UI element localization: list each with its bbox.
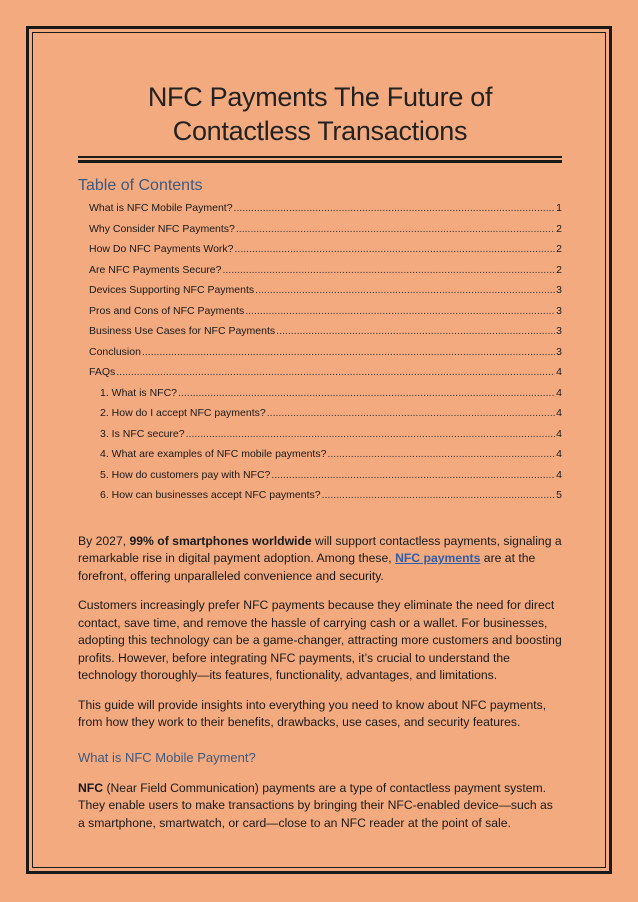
toc-entry-label: Devices Supporting NFC Payments [89,284,255,296]
toc-dot-leader [322,485,556,506]
nfc-term-bold: NFC [78,780,104,795]
toc-entry[interactable] [78,260,562,281]
toc-entry-label: Why Consider NFC Payments? [89,222,235,235]
toc-entry-label: FAQs [89,366,116,378]
toc-entry-page-number: 3 [556,325,562,337]
toc-dot-leader [255,280,555,301]
toc-dot-leader [235,239,556,260]
toc-entry-label: Are NFC Payments Secure? [89,263,222,276]
toc-entry-label: 1. What is NFC? [100,386,178,399]
intro-text-middle: will support contactless payments, signaling a remarkable rise in digital payment adoption. Among these, [78,533,562,565]
intro-paragraph-3: This guide will provide insights into everything you need to know about NFC payments, from how they work to their benefits, drawbacks, use cases, and security features. [78,697,547,729]
toc-dot-leader [234,198,556,219]
toc-entry[interactable] [78,424,562,445]
intro-text-start: By 2027, [78,533,130,548]
toc-entry-label: Pros and Cons of NFC Payments [89,304,245,317]
section-heading-nfc-mobile-payment: What is NFC Mobile Payment? [78,749,256,765]
toc-entry-page-number: 4 [556,427,562,440]
toc-entry-label: What is NFC Mobile Payment? [89,202,233,214]
toc-heading: Table of Contents [78,177,203,194]
toc-entry[interactable] [78,198,562,219]
toc-dot-leader [142,342,555,363]
toc-entry-label: 5. How do customers pay with NFC? [100,468,271,481]
toc-entry-page-number: 3 [556,345,562,358]
section-paragraph-nfc-definition [78,780,562,833]
nfc-definition-text: (Near Field Communication) payments are a type of contactless payment system. They enable users to make transactions by bringing their NFC-enabled device—such as a smartphone, smartwatch, or card—close to an NFC reader at the point of sale. [78,780,553,830]
toc-entry-label: 3. Is NFC secure? [100,427,185,440]
toc-entry[interactable] [78,403,562,424]
toc-dot-leader [186,424,556,445]
intro-paragraph-2: Customers increasingly prefer NFC payments because they eliminate the need for direct contact, save time, and remove the hassle of carrying cash or a wallet. For businesses, adopting this technology can be a game-changer, attracting more customers and boosting profits. However, before integrating NFC payments, it’s crucial to understand the technology thoroughly—its features, functionality, advantages, and limitations. [78,598,562,682]
toc-entry-page-number: 2 [556,222,562,235]
toc-entry-label: 6. How can businesses accept NFC payments? [100,489,321,501]
toc-entry[interactable] [78,383,562,404]
toc-entry-label: 2. How do I accept NFC payments? [100,407,266,419]
toc-entry[interactable] [78,444,562,465]
intro-text-end: are at the forefront, offering unparalleled convenience and security. [78,551,536,583]
toc-entry-page-number: 2 [556,263,562,276]
toc-entry[interactable] [78,280,562,301]
toc-dot-leader [236,219,555,240]
toc-entry-page-number: 1 [556,202,562,214]
toc-entry-page-number: 5 [556,489,562,501]
toc-entry[interactable] [78,342,562,363]
toc-entry-label: Business Use Cases for NFC Payments [89,325,276,337]
toc-entry-page-number: 4 [556,448,562,460]
toc-entry-label: 4. What are examples of NFC mobile payments? [100,448,327,460]
toc-entry-page-number: 3 [556,304,562,317]
toc-dot-leader [178,383,555,404]
title-divider [78,156,562,163]
toc-entry[interactable] [78,362,562,383]
toc-entry-page-number: 4 [556,468,562,481]
toc-dot-leader [245,301,555,322]
nfc-payments-link[interactable]: NFC payments [395,551,481,565]
toc-entry-page-number: 2 [556,243,562,255]
toc-dot-leader [116,362,555,383]
toc-entry[interactable] [78,485,562,506]
toc-entry[interactable] [78,321,562,342]
toc-dot-leader [327,444,555,465]
toc-dot-leader [267,403,555,424]
toc-entry-page-number: 4 [556,366,562,378]
toc-entry-page-number: 3 [556,284,562,296]
toc-entry-page-number: 4 [556,407,562,419]
table-of-contents [78,198,562,506]
toc-entry-label: How Do NFC Payments Work? [89,243,234,255]
toc-dot-leader [271,465,555,486]
document-content [78,80,562,832]
toc-entry[interactable] [78,219,562,240]
toc-entry[interactable] [78,301,562,322]
toc-entry[interactable] [78,465,562,486]
toc-dot-leader [276,321,555,342]
toc-entry-page-number: 4 [556,386,562,399]
document-title: NFC Payments The Future of Contactless Transactions [147,82,493,146]
toc-dot-leader [222,260,555,281]
intro-stat-bold: 99% of smartphones worldwide [129,533,312,548]
toc-entry[interactable] [78,239,562,260]
toc-entry-label: Conclusion [89,345,141,358]
intro-paragraph-1 [78,533,562,586]
